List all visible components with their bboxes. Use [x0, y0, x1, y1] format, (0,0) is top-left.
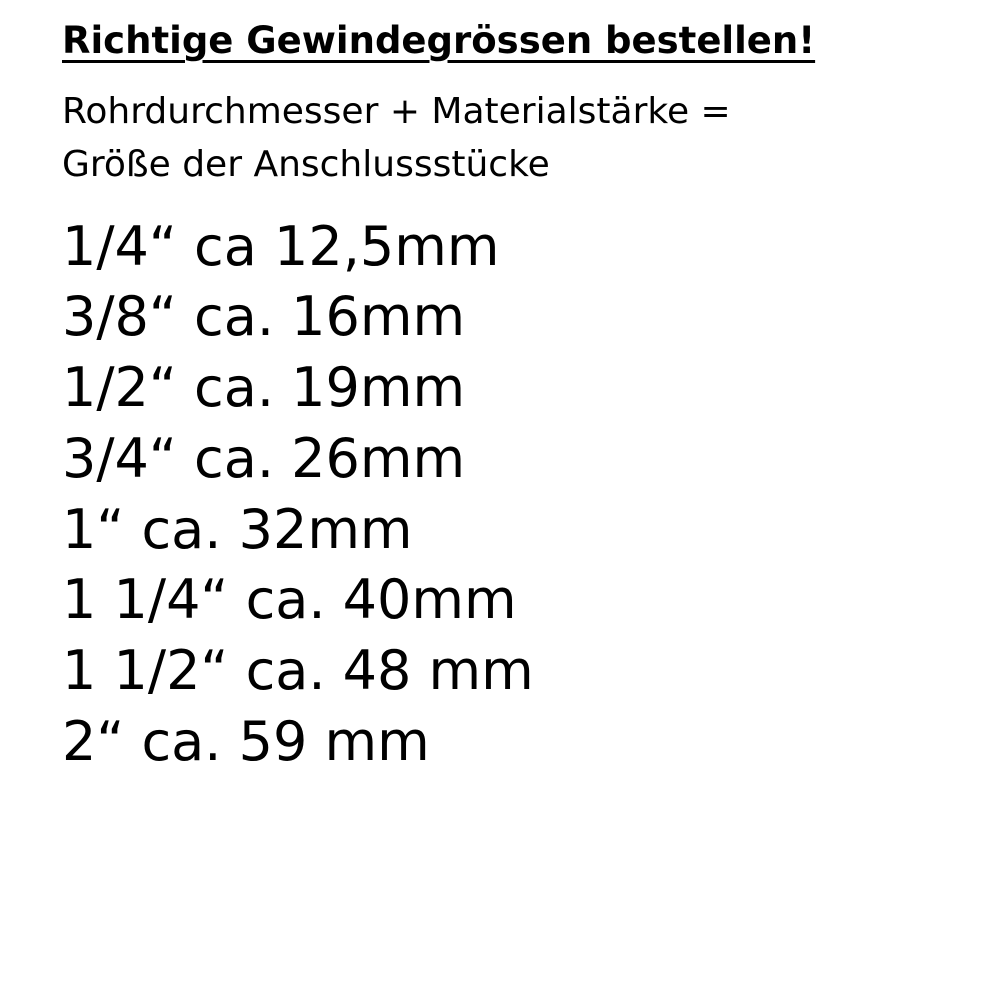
page-title: Richtige Gewindegrössen bestellen! [62, 19, 816, 62]
list-item: 1 1/2“ ca. 48 mm [62, 639, 534, 703]
list-item: 2“ ca. 59 mm [62, 709, 430, 773]
intro-text [62, 85, 970, 192]
thread-size-list [62, 212, 970, 778]
list-item: 3/4“ ca. 26mm [62, 426, 466, 490]
list-item: 1 1/4“ ca. 40mm [62, 568, 517, 632]
list-item: 3/8“ ca. 16mm [62, 285, 466, 349]
list-item: 1/2“ ca. 19mm [62, 356, 466, 420]
list-item: 1/4“ ca 12,5mm [62, 214, 500, 278]
intro-line-2: Größe der Anschlussstücke [62, 144, 550, 186]
intro-line-1: Rohrdurchmesser + Materialstärke = [62, 91, 731, 133]
list-item: 1“ ca. 32mm [62, 497, 413, 561]
